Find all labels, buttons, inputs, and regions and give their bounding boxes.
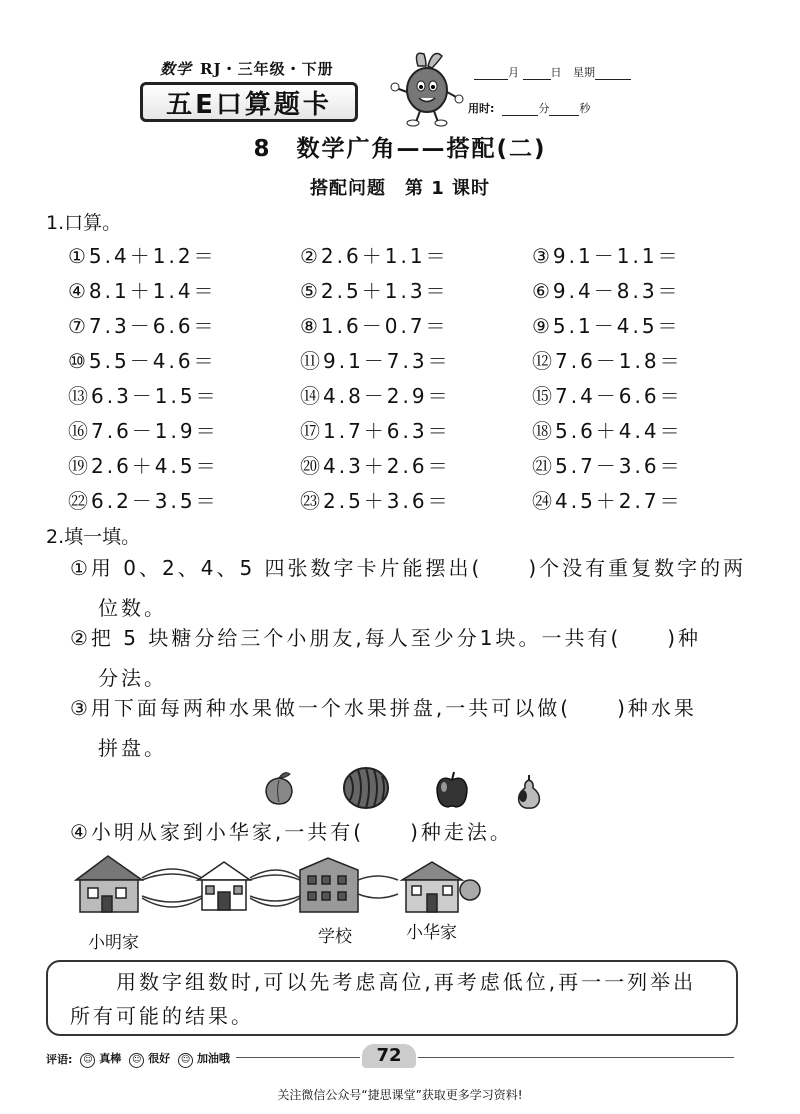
calc-problem: ⑫7.6－1.8＝ bbox=[532, 349, 683, 373]
page-number: 72 bbox=[362, 1044, 416, 1068]
route-label-xiaohua-home: 小华家 bbox=[406, 923, 457, 943]
card-title-box bbox=[140, 82, 358, 122]
second-label: 秒 bbox=[579, 102, 591, 115]
question-2-line1: ②把 5 块糖分给三个小朋友,每人至少分1块。一共有( )种 bbox=[70, 626, 702, 650]
second-blank[interactable] bbox=[549, 103, 579, 116]
calc-problem: ①5.4＋1.2＝ bbox=[68, 244, 217, 268]
calc-problem: ⑳4.3＋2.6＝ bbox=[300, 454, 451, 478]
subject-label: 数学 bbox=[160, 60, 193, 78]
xiaohua-house-icon bbox=[402, 862, 480, 912]
calc-problem: ⑰1.7＋6.3＝ bbox=[300, 419, 451, 443]
peach-icon bbox=[262, 770, 296, 808]
calc-problem: ㉑5.7－3.6＝ bbox=[532, 454, 683, 478]
calc-problem: ⑦7.3－6.6＝ bbox=[68, 314, 217, 338]
calc-problem: ㉒6.2－3.5＝ bbox=[68, 489, 219, 513]
rating-label: 评语: bbox=[46, 1053, 73, 1066]
time-label: 用时: bbox=[468, 102, 495, 115]
calc-problem: ⑭4.8－2.9＝ bbox=[300, 384, 451, 408]
weekday-blank[interactable] bbox=[595, 67, 631, 80]
calc-problem: ⑤2.5＋1.3＝ bbox=[300, 279, 449, 303]
apple-icon bbox=[434, 770, 470, 810]
smiley-icon: ☺ bbox=[80, 1053, 95, 1068]
rating-excellent-label: 真棒 bbox=[99, 1052, 122, 1065]
rating-keep-going-label: 加油哦 bbox=[196, 1052, 230, 1065]
edition-line bbox=[160, 58, 334, 79]
school-tower-icon bbox=[300, 858, 358, 912]
rating-keep-going[interactable] bbox=[178, 1050, 230, 1068]
calc-problem: ⑨5.1－4.5＝ bbox=[532, 314, 681, 338]
question-3-line1: ③用下面每两种水果做一个水果拼盘,一共可以做( )种水果 bbox=[70, 696, 697, 720]
watermelon-icon bbox=[342, 764, 390, 810]
route-diagram bbox=[72, 850, 482, 928]
section2-title: 2.填一填。 bbox=[46, 526, 141, 548]
calc-problem: ⑯7.6－1.9＝ bbox=[68, 419, 219, 443]
time-line bbox=[468, 100, 590, 116]
smiley-icon: ☺ bbox=[178, 1053, 193, 1068]
calc-problem: ⑲2.6＋4.5＝ bbox=[68, 454, 219, 478]
route-label-xiaoming-home: 小明家 bbox=[88, 933, 139, 953]
day-label: 日 bbox=[550, 66, 562, 79]
route-label-school: 学校 bbox=[318, 927, 352, 947]
minute-blank[interactable] bbox=[502, 103, 538, 116]
rating-excellent[interactable] bbox=[80, 1050, 121, 1068]
calc-problem: ⑬6.3－1.5＝ bbox=[68, 384, 219, 408]
footer-rule-left bbox=[236, 1057, 360, 1058]
calc-problem: ⑩5.5－4.6＝ bbox=[68, 349, 217, 373]
question-3-line2: 拼盘。 bbox=[98, 736, 167, 760]
rating-good-label: 很好 bbox=[148, 1052, 171, 1065]
calc-problem: ③9.1－1.1＝ bbox=[532, 244, 681, 268]
calc-problem: ㉓2.5＋3.6＝ bbox=[300, 489, 451, 513]
calc-problem: ④8.1＋1.4＝ bbox=[68, 279, 217, 303]
section1-title: 1.口算。 bbox=[46, 212, 122, 234]
card-title: 五E口算题卡 bbox=[166, 89, 332, 120]
question-1-line1: ①用 0、2、4、5 四张数字卡片能摆出( )个没有重复数字的两 bbox=[70, 556, 747, 580]
school-building-icon bbox=[198, 862, 250, 910]
minute-label: 分 bbox=[538, 102, 550, 115]
rating-good[interactable] bbox=[129, 1050, 170, 1068]
footer-rule-right bbox=[418, 1057, 734, 1058]
path-arcs bbox=[142, 869, 398, 907]
date-line bbox=[474, 64, 631, 80]
pear-icon bbox=[514, 774, 544, 810]
tip-line2: 所有可能的结果。 bbox=[70, 1004, 254, 1028]
question-4-line1: ④小明从家到小华家,一共有( )种走法。 bbox=[70, 820, 513, 844]
calc-problem: ②2.6＋1.1＝ bbox=[300, 244, 449, 268]
lesson-title: 搭配问题 第 1 课时 bbox=[309, 178, 491, 199]
wechat-notice: 关注微信公众号“捷思课堂”获取更多学习资料! bbox=[277, 1088, 523, 1102]
question-1-line2: 位数。 bbox=[98, 596, 167, 620]
day-blank[interactable] bbox=[523, 67, 551, 80]
chapter-title: 8 数学广角——搭配(二) bbox=[253, 136, 547, 162]
calc-problem: ㉔4.5＋2.7＝ bbox=[532, 489, 683, 513]
weekday-label: 星期 bbox=[573, 66, 595, 79]
calc-problem: ⑥9.4－8.3＝ bbox=[532, 279, 681, 303]
edition-label: RJ・三年级・下册 bbox=[200, 60, 334, 78]
calc-problem: ⑪9.1－7.3＝ bbox=[300, 349, 451, 373]
calc-problem: ⑧1.6－0.7＝ bbox=[300, 314, 449, 338]
calc-problem: ⑮7.4－6.6＝ bbox=[532, 384, 683, 408]
month-blank[interactable] bbox=[474, 67, 508, 80]
rating-bar bbox=[46, 1050, 230, 1068]
tip-line1: 用数字组数时,可以先考虑高位,再考虑低位,再一一列举出 bbox=[116, 970, 697, 994]
calc-problem: ⑱5.6＋4.4＝ bbox=[532, 419, 683, 443]
xiaoming-house-icon bbox=[76, 856, 142, 912]
question-2-line2: 分法。 bbox=[98, 666, 167, 690]
month-label: 月 bbox=[508, 66, 519, 79]
beet-mascot-icon bbox=[388, 48, 466, 128]
smiley-icon: ☺ bbox=[129, 1053, 144, 1068]
